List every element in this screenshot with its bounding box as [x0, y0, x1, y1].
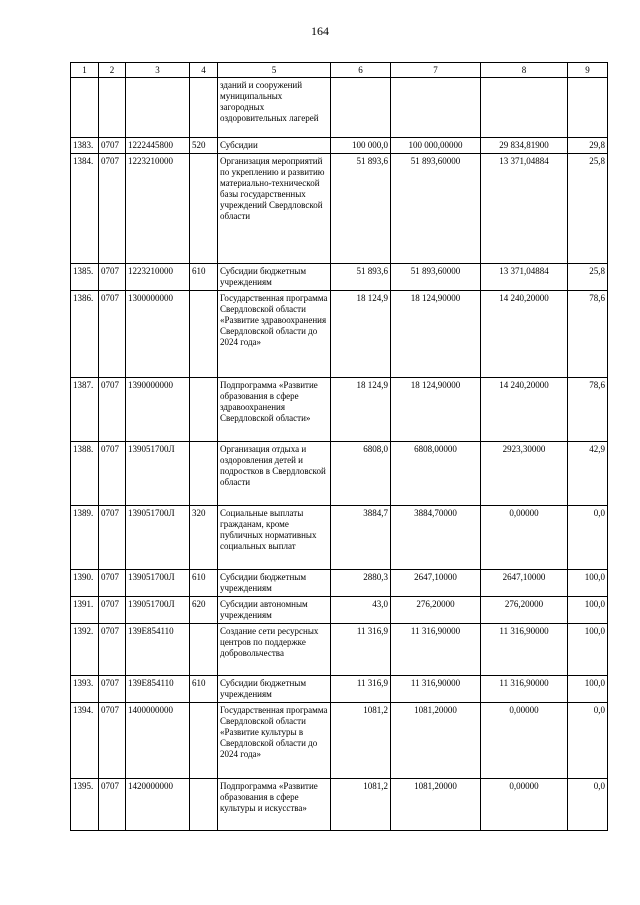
- plan-amount: 11 316,9: [331, 676, 391, 703]
- executed-amount: 0,00000: [481, 779, 568, 831]
- column-header: 9: [568, 63, 608, 78]
- plan-amount: 51 893,6: [331, 154, 391, 264]
- item-name: Подпрограмма «Развитие образования в сфере культуры и искусства»: [218, 779, 331, 831]
- executed-amount: 2647,10000: [481, 570, 568, 597]
- plan-precise-amount: 18 124,90000: [391, 291, 481, 378]
- item-name: Социальные выплаты гражданам, кроме публичных нормативных социальных выплат: [218, 506, 331, 570]
- item-name: Создание сети ресурсных центров по поддержке добровольчества: [218, 624, 331, 676]
- execution-percent: 0,0: [568, 506, 608, 570]
- plan-precise-amount: 51 893,60000: [391, 154, 481, 264]
- section-code: 0707: [99, 138, 126, 154]
- execution-percent: 100,0: [568, 676, 608, 703]
- expense-kind: [190, 291, 218, 378]
- row-number: 1386.: [71, 291, 99, 378]
- plan-precise-amount: 1081,20000: [391, 703, 481, 779]
- expense-kind: 610: [190, 676, 218, 703]
- table-row: [71, 597, 608, 624]
- column-header: 5: [218, 63, 331, 78]
- item-name: Субсидии автономным учреждениям: [218, 597, 331, 624]
- table-row: [71, 624, 608, 676]
- executed-amount: 13 371,04884: [481, 154, 568, 264]
- item-name: Субсидии: [218, 138, 331, 154]
- item-name: Организация отдыха и оздоровления детей и подростков в Свердловской области: [218, 442, 331, 506]
- plan-precise-amount: 3884,70000: [391, 506, 481, 570]
- plan-precise-amount: 6808,00000: [391, 442, 481, 506]
- expense-kind: 610: [190, 264, 218, 291]
- page-number: 164: [311, 24, 329, 38]
- expense-kind: 620: [190, 597, 218, 624]
- target-code: 139051700Л: [126, 570, 190, 597]
- target-code: 139051700Л: [126, 442, 190, 506]
- row-number: 1389.: [71, 506, 99, 570]
- execution-percent: 25,8: [568, 154, 608, 264]
- target-code: 139E854110: [126, 676, 190, 703]
- plan-amount: 100 000,0: [331, 138, 391, 154]
- plan-amount: 18 124,9: [331, 291, 391, 378]
- column-header: 8: [481, 63, 568, 78]
- expense-kind: [190, 779, 218, 831]
- item-name: Субсидии бюджетным учреждениям: [218, 264, 331, 291]
- table-row: [71, 78, 608, 138]
- execution-percent: 42,9: [568, 442, 608, 506]
- expense-kind: 610: [190, 570, 218, 597]
- expense-kind: 320: [190, 506, 218, 570]
- section-code: 0707: [99, 154, 126, 264]
- row-number: 1390.: [71, 570, 99, 597]
- target-code: 1390000000: [126, 378, 190, 442]
- target-code: 1300000000: [126, 291, 190, 378]
- executed-amount: 14 240,20000: [481, 378, 568, 442]
- column-header: 1: [71, 63, 99, 78]
- executed-amount: 2923,30000: [481, 442, 568, 506]
- execution-percent: 100,0: [568, 624, 608, 676]
- row-number: 1394.: [71, 703, 99, 779]
- plan-amount: 1081,2: [331, 779, 391, 831]
- executed-amount: 14 240,20000: [481, 291, 568, 378]
- table-row: [71, 676, 608, 703]
- expense-kind: [190, 703, 218, 779]
- executed-amount: 276,20000: [481, 597, 568, 624]
- item-name: Государственная программа Свердловской области «Развитие здравоохранения Свердловской области до 2024 года»: [218, 291, 331, 378]
- row-number: 1388.: [71, 442, 99, 506]
- plan-precise-amount: 51 893,60000: [391, 264, 481, 291]
- item-name: Подпрограмма «Развитие образования в сфере здравоохранения Свердловской области»: [218, 378, 331, 442]
- execution-percent: 100,0: [568, 597, 608, 624]
- plan-precise-amount: 276,20000: [391, 597, 481, 624]
- execution-percent: 0,0: [568, 703, 608, 779]
- expense-kind: [190, 442, 218, 506]
- row-number: 1393.: [71, 676, 99, 703]
- expense-kind: [190, 154, 218, 264]
- item-name: зданий и сооружений муниципальных загородных оздоровительных лагерей: [218, 78, 331, 138]
- section-code: 0707: [99, 570, 126, 597]
- section-code: 0707: [99, 779, 126, 831]
- column-header: 4: [190, 63, 218, 78]
- executed-amount: 0,00000: [481, 703, 568, 779]
- section-code: 0707: [99, 506, 126, 570]
- section-code: 0707: [99, 442, 126, 506]
- plan-amount: 18 124,9: [331, 378, 391, 442]
- section-code: 0707: [99, 676, 126, 703]
- plan-amount: [331, 78, 391, 138]
- row-number: 1392.: [71, 624, 99, 676]
- table-row: [71, 506, 608, 570]
- executed-amount: 13 371,04884: [481, 264, 568, 291]
- section-code: 0707: [99, 291, 126, 378]
- table-row: [71, 378, 608, 442]
- item-name: Организация мероприятий по укреплению и развитию материально-технической базы государственных учреждений Свердловской области: [218, 154, 331, 264]
- target-code: 1400000000: [126, 703, 190, 779]
- target-code: 1420000000: [126, 779, 190, 831]
- budget-table: [70, 62, 608, 831]
- section-code: 0707: [99, 597, 126, 624]
- executed-amount: 11 316,90000: [481, 676, 568, 703]
- executed-amount: 0,00000: [481, 506, 568, 570]
- item-name: Субсидии бюджетным учреждениям: [218, 676, 331, 703]
- expense-kind: [190, 378, 218, 442]
- column-header: 6: [331, 63, 391, 78]
- target-code: 139051700Л: [126, 597, 190, 624]
- plan-amount: 2880,3: [331, 570, 391, 597]
- target-code: 1223210000: [126, 264, 190, 291]
- table-row: [71, 264, 608, 291]
- table-row: [71, 570, 608, 597]
- row-number: 1387.: [71, 378, 99, 442]
- plan-precise-amount: 100 000,00000: [391, 138, 481, 154]
- execution-percent: 100,0: [568, 570, 608, 597]
- target-code: 139E854110: [126, 624, 190, 676]
- table-row: [71, 154, 608, 264]
- expense-kind: [190, 78, 218, 138]
- table-row: [71, 442, 608, 506]
- plan-amount: 6808,0: [331, 442, 391, 506]
- row-number: 1391.: [71, 597, 99, 624]
- row-number: 1385.: [71, 264, 99, 291]
- plan-precise-amount: 2647,10000: [391, 570, 481, 597]
- row-number: 1384.: [71, 154, 99, 264]
- plan-precise-amount: 18 124,90000: [391, 378, 481, 442]
- execution-percent: 78,6: [568, 291, 608, 378]
- plan-amount: 51 893,6: [331, 264, 391, 291]
- table-row: [71, 138, 608, 154]
- section-code: 0707: [99, 264, 126, 291]
- row-number: 1395.: [71, 779, 99, 831]
- execution-percent: 0,0: [568, 779, 608, 831]
- target-code: 1223210000: [126, 154, 190, 264]
- table-row: [71, 779, 608, 831]
- plan-precise-amount: [391, 78, 481, 138]
- target-code: [126, 78, 190, 138]
- section-code: 0707: [99, 378, 126, 442]
- item-name: Субсидии бюджетным учреждениям: [218, 570, 331, 597]
- plan-precise-amount: 11 316,90000: [391, 624, 481, 676]
- execution-percent: 25,8: [568, 264, 608, 291]
- plan-precise-amount: 1081,20000: [391, 779, 481, 831]
- section-code: [99, 78, 126, 138]
- row-number: [71, 78, 99, 138]
- column-header: 3: [126, 63, 190, 78]
- target-code: 1222445800: [126, 138, 190, 154]
- execution-percent: [568, 78, 608, 138]
- plan-precise-amount: 11 316,90000: [391, 676, 481, 703]
- executed-amount: [481, 78, 568, 138]
- section-code: 0707: [99, 703, 126, 779]
- item-name: Государственная программа Свердловской области «Развитие культуры в Свердловской области до 2024 года»: [218, 703, 331, 779]
- plan-amount: 43,0: [331, 597, 391, 624]
- expense-kind: [190, 624, 218, 676]
- plan-amount: 3884,7: [331, 506, 391, 570]
- header-row: [71, 63, 608, 78]
- expense-kind: 520: [190, 138, 218, 154]
- row-number: 1383.: [71, 138, 99, 154]
- column-header: 7: [391, 63, 481, 78]
- table-row: [71, 291, 608, 378]
- table-row: [71, 703, 608, 779]
- plan-amount: 1081,2: [331, 703, 391, 779]
- target-code: 139051700Л: [126, 506, 190, 570]
- executed-amount: 11 316,90000: [481, 624, 568, 676]
- section-code: 0707: [99, 624, 126, 676]
- column-header: 2: [99, 63, 126, 78]
- execution-percent: 78,6: [568, 378, 608, 442]
- executed-amount: 29 834,81900: [481, 138, 568, 154]
- execution-percent: 29,8: [568, 138, 608, 154]
- plan-amount: 11 316,9: [331, 624, 391, 676]
